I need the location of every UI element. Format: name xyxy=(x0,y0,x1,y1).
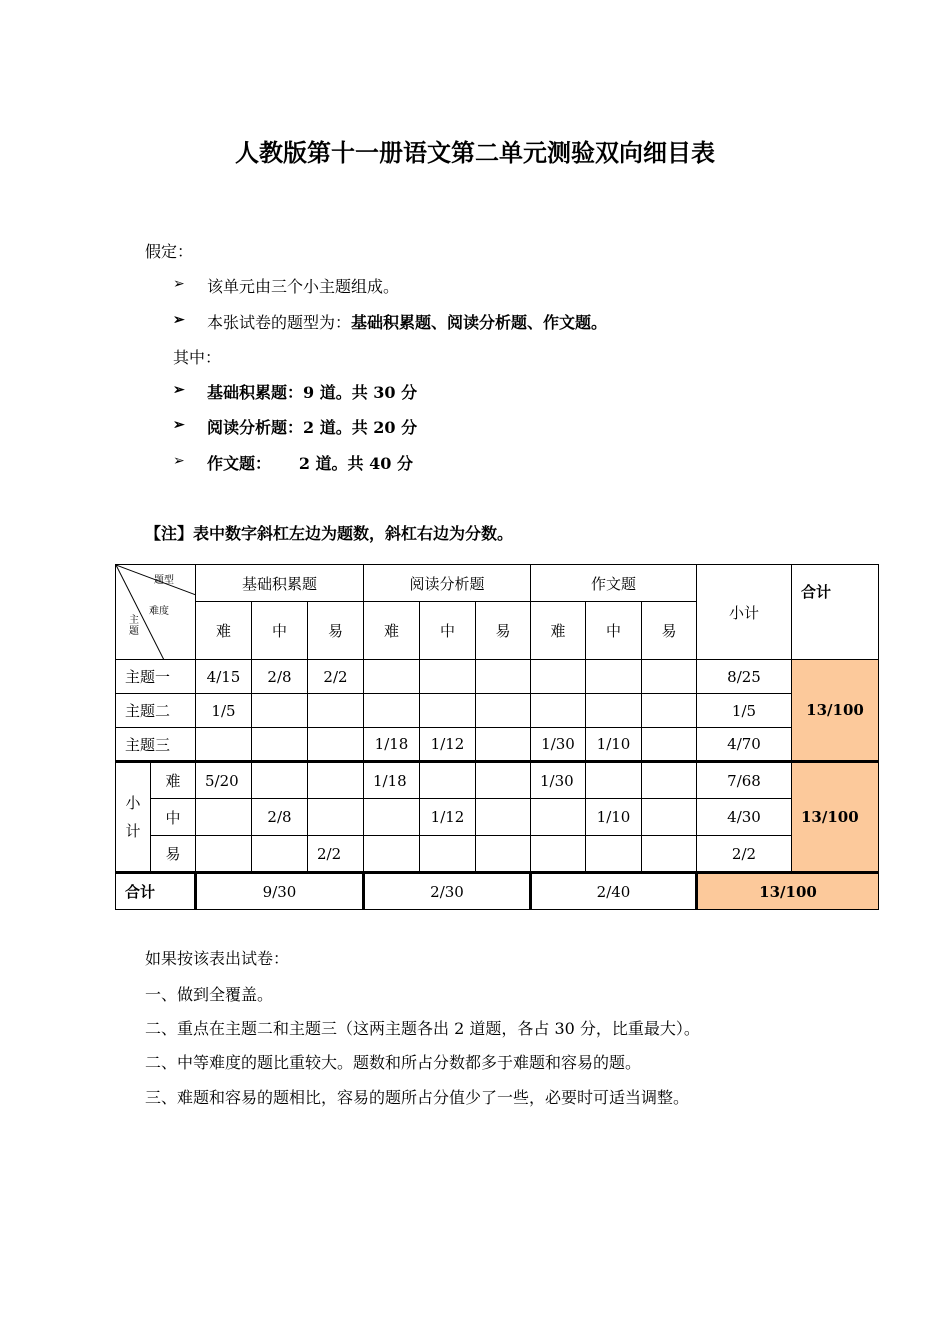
level-header: 易 xyxy=(476,602,531,660)
level-header: 中 xyxy=(586,602,642,660)
arrow-bullet-icon: ➢ xyxy=(173,312,185,328)
group-total-cell: 2/40 xyxy=(531,873,697,910)
table-row xyxy=(116,762,879,799)
arrow-bullet-icon: ➢ xyxy=(173,382,185,398)
table-row xyxy=(116,873,879,910)
subtotal-cell: 4/30 xyxy=(697,799,792,836)
table-cell xyxy=(252,762,308,799)
conclusion-item: 一、做到全覆盖。 xyxy=(145,985,274,1004)
subtotal-cell: 4/70 xyxy=(697,728,792,762)
table-cell xyxy=(531,836,586,873)
table-cell xyxy=(420,762,476,799)
table-cell xyxy=(364,694,420,728)
arrow-bullet-icon: ➢ xyxy=(173,417,185,433)
level-header: 易 xyxy=(308,602,364,660)
type-item: 作文题： 2 道。共 40 分 xyxy=(207,454,413,473)
table-row xyxy=(116,728,879,762)
type-item: 阅读分析题：2 道。共 20 分 xyxy=(207,418,418,437)
level-total-cell: 13/100 xyxy=(792,762,879,873)
table-row xyxy=(116,799,879,836)
group-total-cell: 9/30 xyxy=(196,873,364,910)
level-subtotal-group xyxy=(116,762,151,873)
spec-table xyxy=(115,564,879,910)
group-header: 阅读分析题 xyxy=(364,565,531,602)
arrow-bullet-icon: ➢ xyxy=(173,453,185,469)
level-name: 难 xyxy=(151,762,196,799)
table-cell xyxy=(531,660,586,694)
arrow-bullet-icon: ➢ xyxy=(173,276,185,292)
table-row xyxy=(116,836,879,873)
table-corner-cell xyxy=(116,565,196,660)
table-cell: 1/5 xyxy=(196,694,252,728)
table-cell xyxy=(196,799,252,836)
table-cell: 1/12 xyxy=(420,728,476,762)
among-label: 其中： xyxy=(173,348,222,367)
corner-difficulty-label: 难度 xyxy=(149,606,169,617)
table-cell: 1/30 xyxy=(531,762,586,799)
conclusion-item: 三、难题和容易的题相比，容易的题所占分值少了一些，必要时可适当调整。 xyxy=(145,1088,690,1107)
grand-total-cell: 13/100 xyxy=(697,873,879,910)
table-cell xyxy=(531,694,586,728)
topic-name: 主题三 xyxy=(116,728,196,762)
table-cell xyxy=(476,799,531,836)
page-title: 人教版第十一册语文第二单元测验双向细目表 xyxy=(235,139,715,167)
table-cell xyxy=(308,694,364,728)
table-cell: 1/10 xyxy=(586,728,642,762)
table-cell: 2/2 xyxy=(308,836,364,873)
subtotal-cell: 2/2 xyxy=(697,836,792,873)
subtotal-cell: 1/5 xyxy=(697,694,792,728)
table-cell xyxy=(476,836,531,873)
conclusion-item: 二、重点在主题二和主题三（这两主题各出 2 道题，各占 30 分，比重最大）。 xyxy=(145,1019,700,1038)
table-cell: 4/15 xyxy=(196,660,252,694)
topic-name: 主题二 xyxy=(116,694,196,728)
level-subtotal-group-label: 小计 xyxy=(125,794,141,840)
group-total-cell: 2/30 xyxy=(364,873,531,910)
table-cell xyxy=(196,728,252,762)
table-cell xyxy=(642,799,697,836)
level-header: 中 xyxy=(420,602,476,660)
subtotal-header: 小计 xyxy=(697,565,792,660)
total-row-label: 合计 xyxy=(116,873,196,910)
table-cell xyxy=(252,728,308,762)
table-cell xyxy=(364,660,420,694)
table-cell: 2/8 xyxy=(252,799,308,836)
table-cell xyxy=(642,728,697,762)
group-header: 作文题 xyxy=(531,565,697,602)
table-cell: 5/20 xyxy=(196,762,252,799)
level-header: 难 xyxy=(531,602,586,660)
assumption-label: 假定： xyxy=(145,242,194,261)
table-cell xyxy=(642,660,697,694)
table-cell xyxy=(252,836,308,873)
table-cell: 1/18 xyxy=(364,728,420,762)
table-cell xyxy=(586,762,642,799)
subtotal-cell: 8/25 xyxy=(697,660,792,694)
table-cell xyxy=(252,694,308,728)
table-cell xyxy=(586,660,642,694)
table-cell xyxy=(586,836,642,873)
table-cell xyxy=(531,799,586,836)
table-cell: 2/2 xyxy=(308,660,364,694)
table-cell xyxy=(476,728,531,762)
table-note: 【注】表中数字斜杠左边为题数，斜杠右边为分数。 xyxy=(145,524,514,543)
table-row xyxy=(116,660,879,694)
conclusion-item: 二、中等难度的题比重较大。题数和所占分数都多于难题和容易的题。 xyxy=(145,1053,642,1072)
table-cell xyxy=(196,836,252,873)
table-cell: 1/12 xyxy=(420,799,476,836)
table-cell xyxy=(642,762,697,799)
topic-total-cell: 13/100 xyxy=(792,660,879,762)
assumption-item-emphasis: 基础积累题、阅读分析题、作文题。 xyxy=(351,313,608,332)
level-header: 难 xyxy=(196,602,252,660)
table-cell xyxy=(476,762,531,799)
level-name: 易 xyxy=(151,836,196,873)
table-cell xyxy=(642,694,697,728)
level-name: 中 xyxy=(151,799,196,836)
subtotal-cell: 7/68 xyxy=(697,762,792,799)
table-cell xyxy=(420,836,476,873)
table-cell xyxy=(642,836,697,873)
group-header: 基础积累题 xyxy=(196,565,364,602)
assumption-item xyxy=(207,310,607,333)
table-cell xyxy=(420,694,476,728)
type-item: 基础积累题：9 道。共 30 分 xyxy=(207,383,418,402)
table-cell xyxy=(364,836,420,873)
level-header: 易 xyxy=(642,602,697,660)
corner-topic-label: 主题 xyxy=(129,615,139,637)
table-cell xyxy=(308,762,364,799)
level-header: 难 xyxy=(364,602,420,660)
assumption-item: 该单元由三个小主题组成。 xyxy=(207,277,400,296)
corner-type-label: 题型 xyxy=(154,575,174,586)
table-cell: 2/8 xyxy=(252,660,308,694)
table-cell: 1/10 xyxy=(586,799,642,836)
table-cell xyxy=(364,799,420,836)
table-cell xyxy=(586,694,642,728)
table-cell xyxy=(476,660,531,694)
table-cell xyxy=(308,799,364,836)
level-header: 中 xyxy=(252,602,308,660)
table-row xyxy=(116,694,879,728)
assumption-item-prefix: 本张试卷的题型为： xyxy=(207,313,352,332)
conclusion-label: 如果按该表出试卷： xyxy=(145,949,290,968)
total-header: 合计 xyxy=(792,565,879,660)
table-cell xyxy=(420,660,476,694)
table-cell xyxy=(476,694,531,728)
table-cell xyxy=(308,728,364,762)
table-cell: 1/30 xyxy=(531,728,586,762)
table-cell: 1/18 xyxy=(364,762,420,799)
topic-name: 主题一 xyxy=(116,660,196,694)
